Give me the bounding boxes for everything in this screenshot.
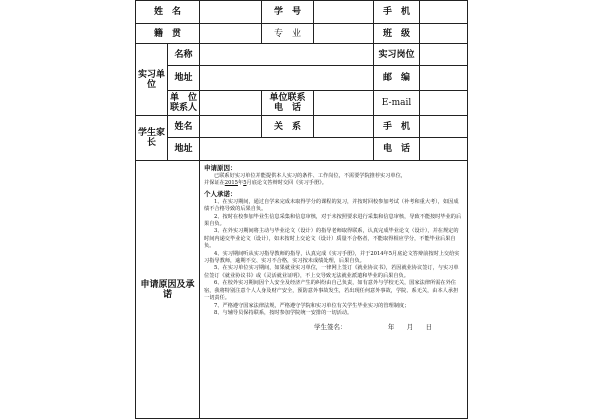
unit-name-label: 名称 [168,44,200,66]
unit-phone-value-cell[interactable] [314,91,374,116]
unit-phone-label: 单位联系 电 话 [262,91,314,116]
unit-contact-label: 单 位 联系人 [168,91,200,116]
signature-field[interactable] [347,323,388,331]
date-month-label: 月 [406,323,414,332]
parent-mobile-value-cell[interactable] [420,116,468,138]
promise-item-7: 7、严格遵守国家法律法规，严格遵守学院和实习单位有关学生毕业实习的管理制度； [214,302,410,309]
student-signature-label: 学生签名： [314,323,347,332]
email-value-cell[interactable] [420,91,468,116]
name-value-cell[interactable] [200,1,262,24]
class-label: 班 级 [374,24,420,44]
native-place-value-cell[interactable] [200,24,262,44]
postcode-value-cell[interactable] [420,66,468,91]
name-label: 姓 名 [136,1,200,24]
internship-position-value-cell[interactable] [420,44,468,66]
major-value-cell[interactable] [314,24,374,44]
unit-contact-value-cell[interactable] [200,91,262,116]
unit-name-value-cell[interactable] [200,44,374,66]
parent-name-label: 姓名 [168,116,200,138]
relation-label: 关 系 [262,116,314,138]
parent-mobile-label: 手 机 [374,116,420,138]
promise-item-2: 2、按时在校参加毕业生信息采集和信息审核，对于未按照要求进行采集和信息审核，导致不能按时毕业的后果自负。 [204,213,462,228]
student-id-value-cell[interactable] [314,1,374,24]
signature-line [204,322,463,332]
reason-title: 申请原因： [204,164,237,172]
date-year-label: 年 [387,323,395,332]
parent-address-value-cell[interactable] [200,138,374,161]
date-day-label: 日 [425,323,433,332]
native-place-label: 籍 贯 [136,24,200,44]
reason-line-1: 已联系好实习单位并能提供本人实习的条件、工作岗位，不需要学院推荐实习单位， [214,173,406,179]
application-content-cell [200,161,468,419]
promise-item-3: 3、在外实习期间将主动与毕业论文（设计）的指导老师取得联系，认真完成毕业论文（设计），并在规定的时间内递交毕业论文（设计），如未按时上交论文（设计）质量不合格者，不能取得相应学分，不能毕业后果自负。 [204,228,459,250]
promise-item-8: 8、与辅导员保持联系，按时参加学院统一安排的一切活动。 [214,309,353,316]
postcode-label: 邮 编 [374,66,420,91]
unit-address-value-cell[interactable] [200,66,374,91]
major-label: 专 业 [262,24,314,44]
reason-year: 2015 [224,180,238,187]
internship-position-label: 实习岗位 [374,44,420,66]
unit-address-label: 地址 [168,66,200,91]
application-form-table [135,0,468,419]
promise-item-5: 5、在实习单位实习期间，如果就业实习单位，一律网上签订《就业协议书》，若因就业协议签订，与实习单位签订《就业协议书》或《灵活就业证明》，不上交导致无法就业派遣和毕业的后果自负。 [204,265,459,279]
student-id-label: 学 号 [262,1,314,24]
reason-line-2: 并保证在2015年5月底论文答辩时交回《实习手册》。 [204,180,327,187]
parent-group-label: 学生家长 [136,116,168,161]
parent-name-value-cell[interactable] [200,116,262,138]
promise-title: 个人承诺： [204,189,237,198]
promise-item-4: 4、实习期间听从实习指导教师的指导，认真完成《实习手册》，并于2014年5月底论文答辩前按时上交给实习指导教师，逾期不交、实习不合格，实习按未成绩处理，后果自负。 [204,250,460,265]
email-label: E-mail [374,91,420,116]
promise-item-6: 6、在校外实习期间因个人安全及经济产生的纠纷由自己负责，如有意外与学校无关，国家法律所需在外住宿，我将特别注意个人人身及财产安全，预防意外事故发生，若出现任何意外事故，学院、系无关，由本人承担一切责任。 [204,280,459,302]
parent-phone-value-cell[interactable] [420,138,468,161]
promise-item-1: 1、在实习期间，通过自学来完成未取得学分的课程的复习，并按时回校参加考试（补考和重大考），如因成绩不合格导致的后果自负。 [204,198,459,213]
reason-month: 5 [243,180,247,187]
mobile-value-cell[interactable] [420,1,468,24]
internship-unit-group-label: 实习单位 [136,44,168,116]
parent-phone-label: 电 话 [374,138,420,161]
relation-value-cell[interactable] [314,116,374,138]
application-reason-side-label: 申请原因及承诺 [136,161,200,419]
mobile-label: 手 机 [374,1,420,24]
parent-address-label: 地址 [168,138,200,161]
class-value-cell[interactable] [420,24,468,44]
